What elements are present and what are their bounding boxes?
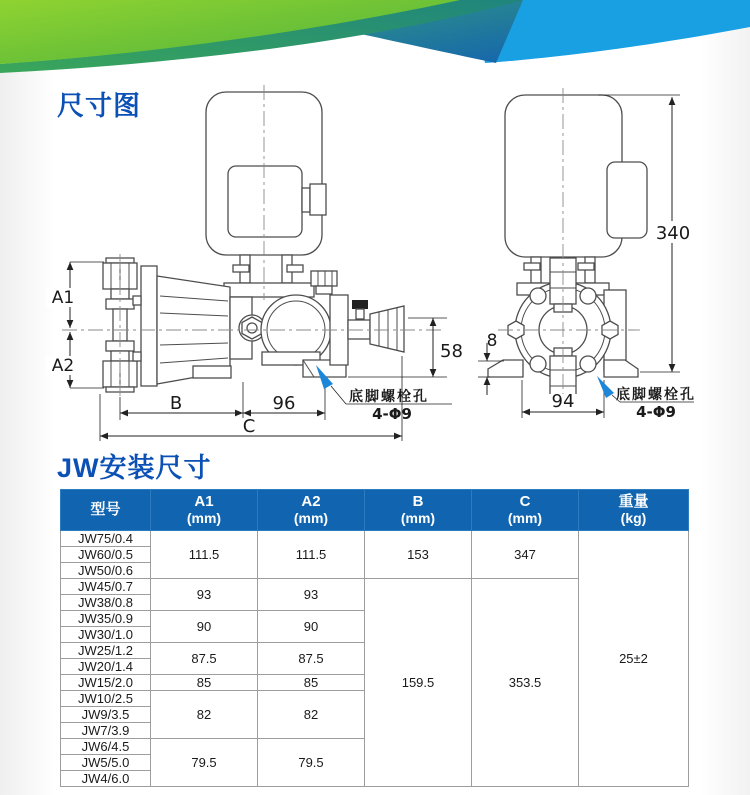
dim-label-a1: A1 [51,288,75,308]
model-cell: JW5/5.0 [61,755,151,771]
motor-body-front [505,95,622,257]
junction-box-side [228,166,302,237]
head-flange-plate [141,266,157,386]
model-cell: JW35/0.9 [61,611,151,627]
model-cell: JW50/0.6 [61,563,151,579]
page-title-install-dims: JW安装尺寸 [57,453,212,483]
value-cell: 90 [151,611,258,643]
header-banner [0,0,750,78]
value-cell: 82 [151,691,258,739]
value-cell: 111.5 [258,531,365,579]
value-cell: 25±2 [579,531,689,787]
column-header: B (mm) [365,490,472,531]
model-cell: JW7/3.9 [61,723,151,739]
dim-label-340: 340 [655,223,691,244]
dim-label-b: B [169,393,183,414]
value-cell: 79.5 [258,739,365,787]
value-cell: 79.5 [151,739,258,787]
model-cell: JW9/3.5 [61,707,151,723]
leader-arrow-icon [597,376,614,398]
install-table [60,489,689,787]
value-cell: 87.5 [151,643,258,675]
dim-label-a2: A2 [51,356,75,376]
foot-bolt-note-front [597,376,696,421]
table-row [61,531,689,547]
value-cell: 85 [151,675,258,691]
value-cell: 93 [151,579,258,611]
note-bolt-hole-front: 底脚螺栓孔 [616,387,696,403]
install-table-body [61,531,689,787]
value-cell: 159.5 [365,579,472,787]
model-cell: JW15/2.0 [61,675,151,691]
junction-box-front [607,162,647,238]
value-cell: 111.5 [151,531,258,579]
cable-gland [302,188,310,212]
header-row [61,490,689,531]
model-cell: JW30/1.0 [61,627,151,643]
value-cell: 82 [258,691,365,739]
value-cell: 93 [258,579,365,611]
model-cell: JW6/4.5 [61,739,151,755]
value-cell: 85 [258,675,365,691]
oil-cap [311,271,337,294]
dim-label-c: C [242,416,256,437]
dim-label-96: 96 [272,393,296,414]
model-cell: JW75/0.4 [61,531,151,547]
column-header: 型号 [61,490,151,531]
page-title-dimension-diagram: 尺寸图 [57,91,141,121]
value-cell: 347 [472,531,579,579]
model-cell: JW38/0.8 [61,595,151,611]
model-cell: JW60/0.5 [61,547,151,563]
model-cell: JW45/0.7 [61,579,151,595]
note-bolt-size-front: 4-Φ9 [636,403,676,421]
model-cell: JW20/1.4 [61,659,151,675]
model-cell: JW25/1.2 [61,643,151,659]
column-header: A1 (mm) [151,490,258,531]
column-header: C (mm) [472,490,579,531]
dim-label-94: 94 [551,391,575,412]
value-cell: 353.5 [472,579,579,787]
value-cell: 153 [365,531,472,579]
model-cell: JW10/2.5 [61,691,151,707]
pump-dimension-drawing [0,80,750,452]
note-bolt-size-side: 4-Φ9 [372,405,412,423]
column-header: A2 (mm) [258,490,365,531]
install-table-header [61,490,689,531]
column-header: 重量 (kg) [579,490,689,531]
dim-label-8: 8 [486,331,498,351]
pump-front-view [478,88,696,421]
dim-label-58: 58 [440,341,463,362]
pump-side-view [46,85,464,441]
mounting-foot-left [488,360,523,377]
model-cell: JW4/6.0 [61,771,151,787]
value-cell: 87.5 [258,643,365,675]
note-bolt-hole-side: 底脚螺栓孔 [349,389,429,405]
cable-gland-nut [310,184,326,215]
value-cell: 90 [258,611,365,643]
dim-a1-a2 [46,262,104,388]
mounting-foot-right [604,360,638,377]
